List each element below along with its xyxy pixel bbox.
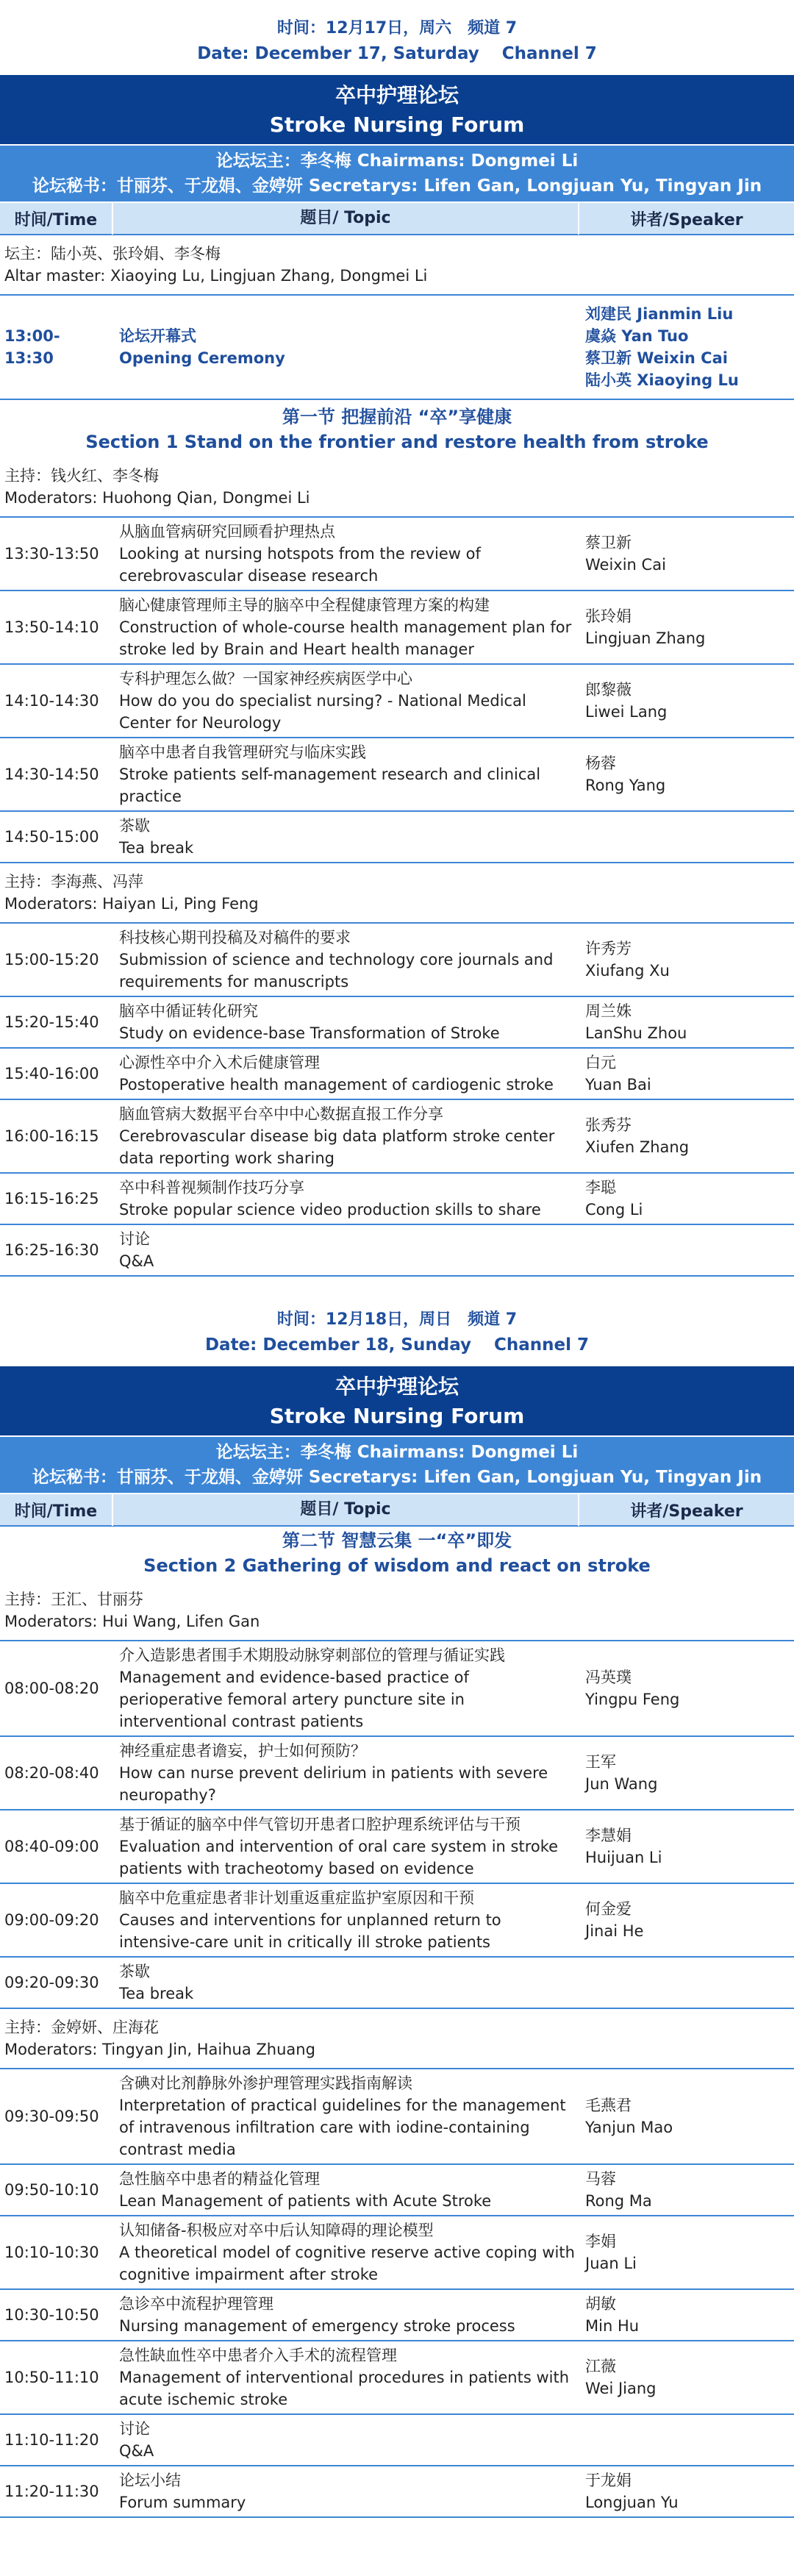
session-topic [112, 1810, 579, 1883]
schedule-row [0, 1225, 794, 1277]
day2-date-zh: 时间：12月18日，周日 频道 7 [276, 1310, 518, 1329]
session-speaker [579, 1174, 794, 1224]
topic-en: Q&A [119, 1252, 154, 1270]
schedule-row [0, 812, 794, 863]
day1-date-zh: 时间：12月17日，周六 频道 7 [276, 19, 518, 38]
topic-zh: 神经重症患者谵妄，护士如何预防？ [119, 1742, 366, 1760]
speaker-zh: 郎黎薇 [585, 681, 632, 699]
session-time: 14:10-14:30 [4, 692, 99, 710]
moderators-zh: 主持：金婷妍、庄海花 [4, 2019, 159, 2036]
topic-en: Nursing management of emergency stroke process [119, 2317, 515, 2335]
session-speaker [579, 2165, 794, 2215]
session-speaker [579, 665, 794, 737]
topic-en: Interpretation of practical guidelines for the management of intravenous infiltration care with iodine-containing contrast media [119, 2097, 566, 2158]
day1-forum-title-zh: 卒中护理论坛 [335, 83, 459, 107]
col-topic: 题目/ Topic [112, 202, 579, 235]
topic-en: Management of interventional procedures in patients with acute ischemic stroke [119, 2369, 570, 2408]
topic-en: Forum summary [119, 2494, 246, 2511]
topic-zh: 从脑血管病研究回顾看护理热点 [119, 523, 335, 540]
moderators-en: Moderators: Tingyan Jin, Haihua Zhuang [4, 2041, 315, 2058]
host-zh: 坛主：陆小英、张玲娟、李冬梅 [4, 245, 221, 263]
session-speaker [579, 2466, 794, 2516]
schedule-row [0, 2165, 794, 2216]
moderators-en: Moderators: Huohong Qian, Dongmei Li [4, 489, 310, 507]
topic-en: Tea break [119, 1985, 194, 2002]
section1-rows [0, 518, 794, 863]
topic-zh: 茶歇 [119, 1963, 150, 1980]
opening-row [0, 296, 794, 400]
speaker-en: Yanjun Mao [585, 2119, 673, 2136]
opening-speaker: 虞焱 Yan Tuo [585, 327, 689, 345]
speaker-zh: 马蓉 [585, 2170, 616, 2188]
schedule-row [0, 665, 794, 738]
day1-forum-officers [0, 144, 794, 201]
day1-host [0, 235, 794, 296]
session-speaker [579, 2216, 794, 2288]
topic-zh: 急性缺血性卒中患者介入手术的流程管理 [119, 2347, 397, 2364]
day1-block2-moderators [0, 863, 794, 924]
session-topic [112, 2069, 579, 2163]
topic-en: A theoretical model of cognitive reserve active coping with cognitive impairment after stroke [119, 2244, 575, 2283]
session-topic [112, 2290, 579, 2340]
session-speaker [579, 997, 794, 1047]
session-time: 11:20-11:30 [4, 2483, 99, 2500]
day2-secretary: 论坛秘书：甘丽芬、于龙娟、金婷妍 Secretarys: Lifen Gan, Longjuan Yu, Tingyan Jin [32, 1468, 762, 1487]
day2-block2-rows [0, 2069, 794, 2518]
opening-speaker: 蔡卫新 Weixin Cai [585, 349, 728, 367]
day1-header [0, 16, 794, 66]
day1-date-en: Date: December 17, Saturday Channel 7 [197, 44, 597, 63]
topic-en: Causes and interventions for unplanned return to intensive-care unit in critically ill stroke patients [119, 1911, 501, 1951]
topic-zh: 脑卒中循证转化研究 [119, 1002, 258, 1020]
speaker-en: Cong Li [585, 1201, 643, 1219]
session-speaker [579, 1810, 794, 1883]
speaker-zh: 李聪 [585, 1179, 616, 1196]
speaker-en: Wei Jiang [585, 2380, 657, 2397]
speaker-en: Yingpu Feng [585, 1691, 680, 1708]
topic-zh: 急诊卒中流程护理管理 [119, 2295, 273, 2313]
session-time: 15:20-15:40 [4, 1013, 99, 1031]
session-speaker [579, 1884, 794, 1956]
speaker-zh: 蔡卫新 [585, 534, 632, 552]
session-topic [112, 1884, 579, 1956]
session-topic [112, 1641, 579, 1735]
session-time: 08:40-09:00 [4, 1838, 99, 1855]
session-topic [112, 738, 579, 810]
session-topic [112, 1049, 579, 1099]
day2-header [0, 1307, 794, 1357]
session-speaker [579, 1225, 794, 1275]
day2-forum-officers [0, 1435, 794, 1493]
opening-time: 13:00-13:30 [4, 327, 60, 367]
speaker-en: Min Hu [585, 2317, 640, 2335]
day2-block2-moderators [0, 2009, 794, 2069]
speaker-en: Rong Yang [585, 777, 666, 794]
session-speaker [579, 2415, 794, 2465]
schedule-row [0, 1641, 794, 1737]
schedule-row [0, 1737, 794, 1810]
session-time: 10:30-10:50 [4, 2306, 99, 2324]
topic-zh: 专科护理怎么做？一国家神经疾病医学中心 [119, 670, 412, 688]
schedule-row [0, 2069, 794, 2165]
day1-chair: 论坛坛主：李冬梅 Chairmans: Dongmei Li [215, 151, 579, 171]
topic-zh: 急性脑卒中患者的精益化管理 [119, 2170, 320, 2188]
topic-zh: 脑血管病大数据平台卒中中心数据直报工作分享 [119, 1105, 443, 1123]
session-speaker [579, 2069, 794, 2163]
session-topic [112, 997, 579, 1047]
section1-title [0, 400, 794, 457]
col-time: 时间/Time [14, 1502, 98, 1521]
session-topic [112, 2341, 579, 2413]
schedule-row [0, 997, 794, 1049]
day2-column-headers [0, 1494, 794, 1527]
session-speaker [579, 1958, 794, 2008]
session-topic [112, 1174, 579, 1224]
session-topic [112, 812, 579, 862]
section1-title-en: Section 1 Stand on the frontier and restore health from stroke [85, 432, 709, 452]
opening-topic [112, 300, 579, 394]
session-topic [112, 591, 579, 663]
section2-title-zh: 第二节 智慧云集 一“卒”即发 [282, 1530, 512, 1551]
section2-rows [0, 1641, 794, 2009]
schedule-row [0, 1174, 794, 1225]
host-en: Altar master: Xiaoying Lu, Lingjuan Zhang, Dongmei Li [4, 267, 428, 285]
opening-topic-zh: 论坛开幕式 [119, 327, 196, 345]
day2-forum-banner [0, 1366, 794, 1435]
session-topic [112, 1100, 579, 1172]
col-time: 时间/Time [14, 210, 98, 229]
schedule-row [0, 2415, 794, 2466]
day1-secretary: 论坛秘书：甘丽芬、于龙娟、金婷妍 Secretarys: Lifen Gan, Longjuan Yu, Tingyan Jin [32, 176, 762, 196]
schedule-row [0, 1958, 794, 2009]
topic-en: Cerebrovascular disease big data platform stroke center data reporting work sharing [119, 1127, 555, 1167]
opening-speaker: 刘建民 Jianmin Liu [585, 305, 734, 323]
moderators-en: Moderators: Haiyan Li, Ping Feng [4, 895, 259, 913]
speaker-zh: 周兰姝 [585, 1002, 632, 1020]
speaker-en: Lingjuan Zhang [585, 629, 706, 647]
section1-title-zh: 第一节 把握前沿 “卒”享健康 [282, 407, 512, 427]
topic-en: Construction of whole-course health management plan for stroke led by Brain and Heart health manager [119, 618, 572, 658]
topic-en: How can nurse prevent delirium in patients with severe neuropathy? [119, 1764, 548, 1804]
schedule-row [0, 2290, 794, 2341]
topic-zh: 卒中科普视频制作技巧分享 [119, 1179, 304, 1196]
col-topic: 题目/ Topic [112, 1494, 579, 1526]
section1-moderators [0, 457, 794, 518]
speaker-en: Rong Ma [585, 2192, 652, 2210]
session-topic [112, 665, 579, 737]
topic-zh: 科技核心期刊投稿及对稿件的要求 [119, 929, 351, 946]
session-time: 09:50-10:10 [4, 2181, 99, 2199]
col-speaker: 讲者/Speaker [630, 210, 743, 229]
speaker-en: Jinai He [585, 1922, 644, 1940]
session-topic [112, 518, 579, 590]
session-topic [112, 2165, 579, 2215]
day2-forum-title-zh: 卒中护理论坛 [335, 1374, 459, 1399]
session-speaker [579, 1100, 794, 1172]
topic-zh: 基于循证的脑卒中伴气管切开患者口腔护理系统评估与干预 [119, 1816, 521, 1833]
speaker-zh: 李娟 [585, 2233, 616, 2250]
moderators-zh: 主持：钱火红、李冬梅 [4, 467, 159, 485]
session-speaker [579, 2290, 794, 2340]
schedule-row [0, 738, 794, 812]
speaker-en: Yuan Bai [585, 1076, 651, 1093]
session-time: 15:00-15:20 [4, 951, 99, 968]
section2-title-en: Section 2 Gathering of wisdom and react on stroke [143, 1555, 651, 1576]
speaker-en: Huijuan Li [585, 1849, 662, 1866]
schedule-row [0, 1100, 794, 1174]
schedule-row [0, 591, 794, 665]
topic-zh: 脑心健康管理师主导的脑卒中全程健康管理方案的构建 [119, 596, 490, 614]
session-time: 11:10-11:20 [4, 2431, 99, 2449]
speaker-zh: 于龙娟 [585, 2472, 632, 2489]
topic-zh: 论坛小结 [119, 2472, 181, 2489]
section2-title [0, 1527, 794, 1581]
topic-zh: 心源性卒中介入术后健康管理 [119, 1054, 320, 1071]
topic-en: Stroke popular science video production skills to share [119, 1201, 541, 1219]
session-time: 14:50-15:00 [4, 828, 99, 846]
opening-topic-en: Opening Ceremony [119, 349, 285, 367]
speaker-en: Xiufen Zhang [585, 1138, 690, 1156]
schedule-row [0, 1049, 794, 1100]
topic-en: Q&A [119, 2442, 154, 2460]
topic-zh: 讨论 [119, 1230, 150, 1248]
session-time: 09:00-09:20 [4, 1911, 99, 1929]
session-time: 15:40-16:00 [4, 1065, 99, 1082]
speaker-en: Juan Li [585, 2255, 637, 2272]
day1-forum-title-en: Stroke Nursing Forum [269, 113, 525, 137]
schedule-row [0, 2341, 794, 2415]
speaker-zh: 许秀芳 [585, 940, 632, 957]
speaker-zh: 王军 [585, 1753, 616, 1771]
speaker-zh: 张秀芬 [585, 1116, 632, 1134]
moderators-en: Moderators: Hui Wang, Lifen Gan [4, 1613, 260, 1630]
session-time: 16:00-16:15 [4, 1127, 99, 1145]
schedule-row [0, 1810, 794, 1884]
speaker-en: Jun Wang [585, 1775, 658, 1793]
topic-en: Evaluation and intervention of oral care system in stroke patients with tracheotomy based on evidence [119, 1838, 559, 1877]
session-time: 08:20-08:40 [4, 1764, 99, 1782]
session-topic [112, 924, 579, 996]
session-speaker [579, 591, 794, 663]
session-time: 10:50-11:10 [4, 2369, 99, 2386]
topic-zh: 认知储备-积极应对卒中后认知障碍的理论模型 [119, 2222, 434, 2239]
moderators-zh: 主持：李海燕、冯萍 [4, 873, 143, 891]
topic-zh: 茶歇 [119, 817, 150, 835]
day2-chair: 论坛坛主：李冬梅 Chairmans: Dongmei Li [215, 1443, 579, 1462]
session-speaker [579, 1737, 794, 1809]
topic-zh: 含碘对比剂静脉外渗护理管理实践指南解读 [119, 2074, 412, 2092]
day2-date-en: Date: December 18, Sunday Channel 7 [204, 1335, 590, 1355]
session-speaker [579, 1049, 794, 1099]
speaker-en: LanShu Zhou [585, 1024, 687, 1042]
topic-zh: 脑卒中患者自我管理研究与临床实践 [119, 743, 366, 761]
day1-block2-rows [0, 924, 794, 1277]
session-time: 10:10-10:30 [4, 2244, 99, 2261]
speaker-en: Weixin Cai [585, 556, 666, 574]
opening-speaker: 陆小英 Xiaoying Lu [585, 371, 739, 389]
session-speaker [579, 924, 794, 996]
session-time: 09:30-09:50 [4, 2108, 99, 2125]
session-topic [112, 2216, 579, 2288]
speaker-en: Liwei Lang [585, 703, 668, 721]
session-topic [112, 1225, 579, 1275]
schedule-row [0, 518, 794, 591]
session-topic [112, 1958, 579, 2008]
session-time: 09:20-09:30 [4, 1974, 99, 1991]
opening-speakers [579, 300, 794, 394]
topic-en: Tea break [119, 839, 194, 857]
schedule-row [0, 2466, 794, 2518]
speaker-en: Xiufang Xu [585, 962, 670, 980]
topic-en: Stroke patients self-management research and clinical practice [119, 766, 541, 805]
speaker-zh: 何金爱 [585, 1900, 632, 1918]
day1-forum-banner [0, 75, 794, 144]
session-time: 16:25-16:30 [4, 1241, 99, 1259]
topic-en: Lean Management of patients with Acute Stroke [119, 2192, 492, 2210]
topic-en: Submission of science and technology core journals and requirements for manuscripts [119, 951, 554, 991]
col-speaker: 讲者/Speaker [630, 1502, 743, 1521]
speaker-zh: 张玲娟 [585, 607, 632, 625]
session-time: 16:15-16:25 [4, 1190, 99, 1207]
schedule-row [0, 1884, 794, 1958]
session-speaker [579, 1641, 794, 1735]
topic-en: Study on evidence-base Transformation of Stroke [119, 1024, 500, 1042]
session-time: 14:30-14:50 [4, 766, 99, 783]
topic-zh: 脑卒中危重症患者非计划重返重症监护室原因和干预 [119, 1889, 474, 1907]
speaker-zh: 李慧娟 [585, 1827, 632, 1844]
session-speaker [579, 738, 794, 810]
session-topic [112, 1737, 579, 1809]
moderators-zh: 主持：王汇、甘丽芬 [4, 1591, 143, 1608]
section2-moderators [0, 1581, 794, 1641]
topic-zh: 介入造影患者围手术期股动脉穿刺部位的管理与循证实践 [119, 1646, 505, 1664]
session-time: 13:50-14:10 [4, 618, 99, 636]
speaker-zh: 白元 [585, 1054, 616, 1071]
session-topic [112, 2466, 579, 2516]
topic-en: Looking at nursing hotspots from the review of cerebrovascular disease research [119, 545, 481, 585]
session-time: 13:30-13:50 [4, 545, 99, 563]
session-topic [112, 2415, 579, 2465]
schedule-row [0, 924, 794, 997]
topic-zh: 讨论 [119, 2420, 150, 2438]
speaker-zh: 胡敏 [585, 2295, 616, 2313]
speaker-zh: 冯英璞 [585, 1669, 632, 1686]
session-speaker [579, 2341, 794, 2413]
schedule-row [0, 2216, 794, 2290]
speaker-zh: 江薇 [585, 2358, 616, 2375]
topic-en: How do you do specialist nursing? - National Medical Center for Neurology [119, 692, 526, 732]
topic-en: Management and evidence-based practice of perioperative femoral artery puncture site in interventional contrast patients [119, 1669, 469, 1730]
speaker-en: Longjuan Yu [585, 2494, 679, 2511]
day1-column-headers [0, 203, 794, 235]
session-speaker [579, 812, 794, 862]
day2-forum-title-en: Stroke Nursing Forum [269, 1404, 525, 1428]
speaker-zh: 毛燕君 [585, 2097, 632, 2114]
session-speaker [579, 518, 794, 590]
speaker-zh: 杨蓉 [585, 754, 616, 772]
topic-en: Postoperative health management of cardiogenic stroke [119, 1076, 554, 1093]
session-time: 08:00-08:20 [4, 1680, 99, 1697]
